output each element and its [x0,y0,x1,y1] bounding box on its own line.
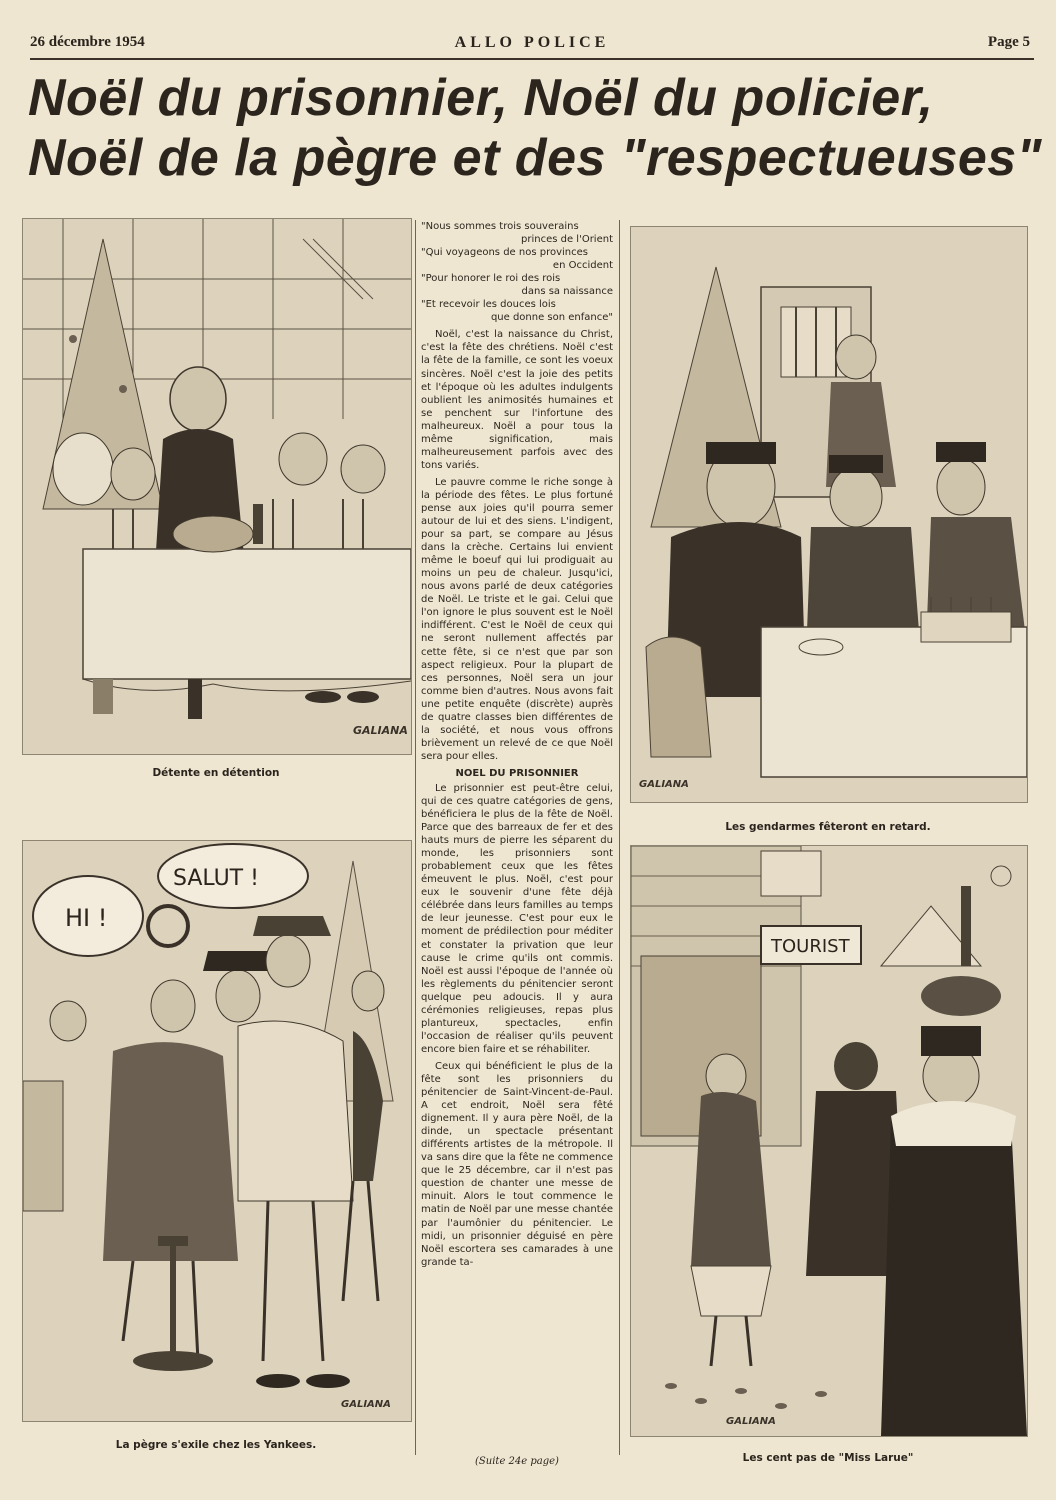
poem-line: dans sa naissance [521,286,613,298]
illustration-underworld-bar [22,840,412,1422]
article-paragraph: Ceux qui bénéficient le plus de la fête sont les prisonniers du pénitencier de Saint-Vincent-de-Paul. A cet endroit, Noël sera fêté dignement. Il y aura père Noël, de la dinde, un spectacle présentant différents artistes de la métropole. Il va sans dire que la fête ne commence que le 25 décembre, car il n'est pas question de chanter une messe de minuit. Alors le tout commence le matin de Noël par une messe chantée par l'aumônier du pénitencier. Le midi, un prisonnier déguisé en père Noël escortera ses camarades à une grande ta- [421,1060,613,1268]
page-number: Page 5 [987,34,1030,50]
illustration-prison-dinner [22,218,412,755]
artist-signature: GALIANA [726,1416,776,1427]
newspaper-title: ALLO POLICE [454,34,610,51]
headline-line-2: Noël de la pègre et des "respectueuses" [28,129,1042,187]
poem-line: "Et recevoir les douces lois [421,299,556,311]
speech-bubble-right-text: SALUT ! [173,866,259,891]
poem-line: en Occident [552,260,613,272]
gendarmes-drawing [631,227,1027,802]
article-paragraph: Le pauvre comme le riche songe à la période des fêtes. Le plus fortuné pense aux joies qu'il pourra semer autour de lui et des siens. L'indigent, pour sa part, se compare au Jésus dans la crèche. Certains lui envient même le boeuf qui lui prodiguait au moins un peu de chaleur. Jusqu'ici, nous avons parlé de deux catégories de Noël. Le triste et le gai. Celui que l'on ignore le plus souvent est le Noël indifférent. C'est le Noël de ceux qui ne seront nullement affectés par cette fête, si ce n'est que par son aspect religieux. Pour la plupart de ces personnes, Noël sera un jour comme bien d'autres. Nous avons fait une petite enquête (discrète) auprès de quatre classes bien différentes de la société, et nous vous offrons brièvement un relevé de ce que Noël sera pour elles. [421,476,613,762]
poem-line: "Pour honorer le roi des rois [421,273,561,285]
headline-line-1: Noël du prisonnier, Noël du policier, [28,69,934,127]
article-paragraph: Noël, c'est la naissance du Christ, c'est la fête des chrétiens. Noël c'est la fête de la famille, ce sont les voeux sincères. Noël c'est la joie des petits et l'époque où les adultes indulgents oublient les animosités humaines et se penchent sur l'infortune des malheureux. Noël a pour tous la même signification, mais malheureusement parfois avec des tons variés. [421,329,613,471]
poem [421,220,613,324]
section-subhead: NOEL DU PRISONNIER [455,767,579,779]
artist-signature: GALIANA [341,1399,391,1410]
poem-line: "Nous sommes trois souverains [421,221,579,232]
poem-line: princes de l'Orient [521,234,613,246]
illustration-gendarmes [630,226,1028,803]
caption-gendarmes: Les gendarmes fêteront en retard. [725,821,931,833]
speech-bubble-left-text: HI ! [65,904,108,932]
continued-notice: (Suite 24e page) [475,1456,559,1467]
headline [28,68,1042,188]
artist-signature: GALIANA [639,779,689,790]
poem-line: que donne son enfance" [490,312,613,324]
issue-date: 26 décembre 1954 [30,34,145,50]
column-rule-right [619,220,620,1455]
article-body [421,220,613,1455]
prison-dinner-drawing [23,219,411,754]
article-paragraph: Le prisonnier est peut-être celui, qui de ces quatre catégories de gens, bénéficiera le plus de la fête de Noël. Parce que des barreaux de fer et des hauts murs de pierre les séparent du monde, les prisonniers sont probablement ceux que les fêtes émeuvent le plus. Noël, c'est pour eux le souvenir d'une fête déjà célébrée dans leurs familles au temps de leur jeunesse. C'est pour eux le moment de prédilection pour méditer et constater la privation que leur cause le crime qu'ils ont commis. Noël est aussi l'époque de l'année où les règlements du pénitencier seront quelque peu adoucis. Il y aura cérémonies religieuses, repas plus plantureux, spectacles, enfin l'occasion de réaliser qu'ils peuvent encore bien faire et se réhabiliter. [421,782,613,1055]
masthead [30,32,1034,60]
column-rule-left [415,220,416,1455]
caption-miss-larue: Les cent pas de "Miss Larue" [742,1452,914,1464]
tourist-sign-text: TOURIST [771,936,850,957]
poem-line: "Qui voyageons de nos provinces [421,247,588,259]
illustration-miss-larue [630,845,1028,1437]
artist-signature: GALIANA [353,724,408,737]
caption-underworld-bar: La pègre s'exile chez les Yankees. [115,1439,317,1451]
miss-larue-drawing [631,846,1027,1436]
underworld-bar-drawing [23,841,411,1421]
caption-prison-dinner: Détente en détention [152,767,280,779]
